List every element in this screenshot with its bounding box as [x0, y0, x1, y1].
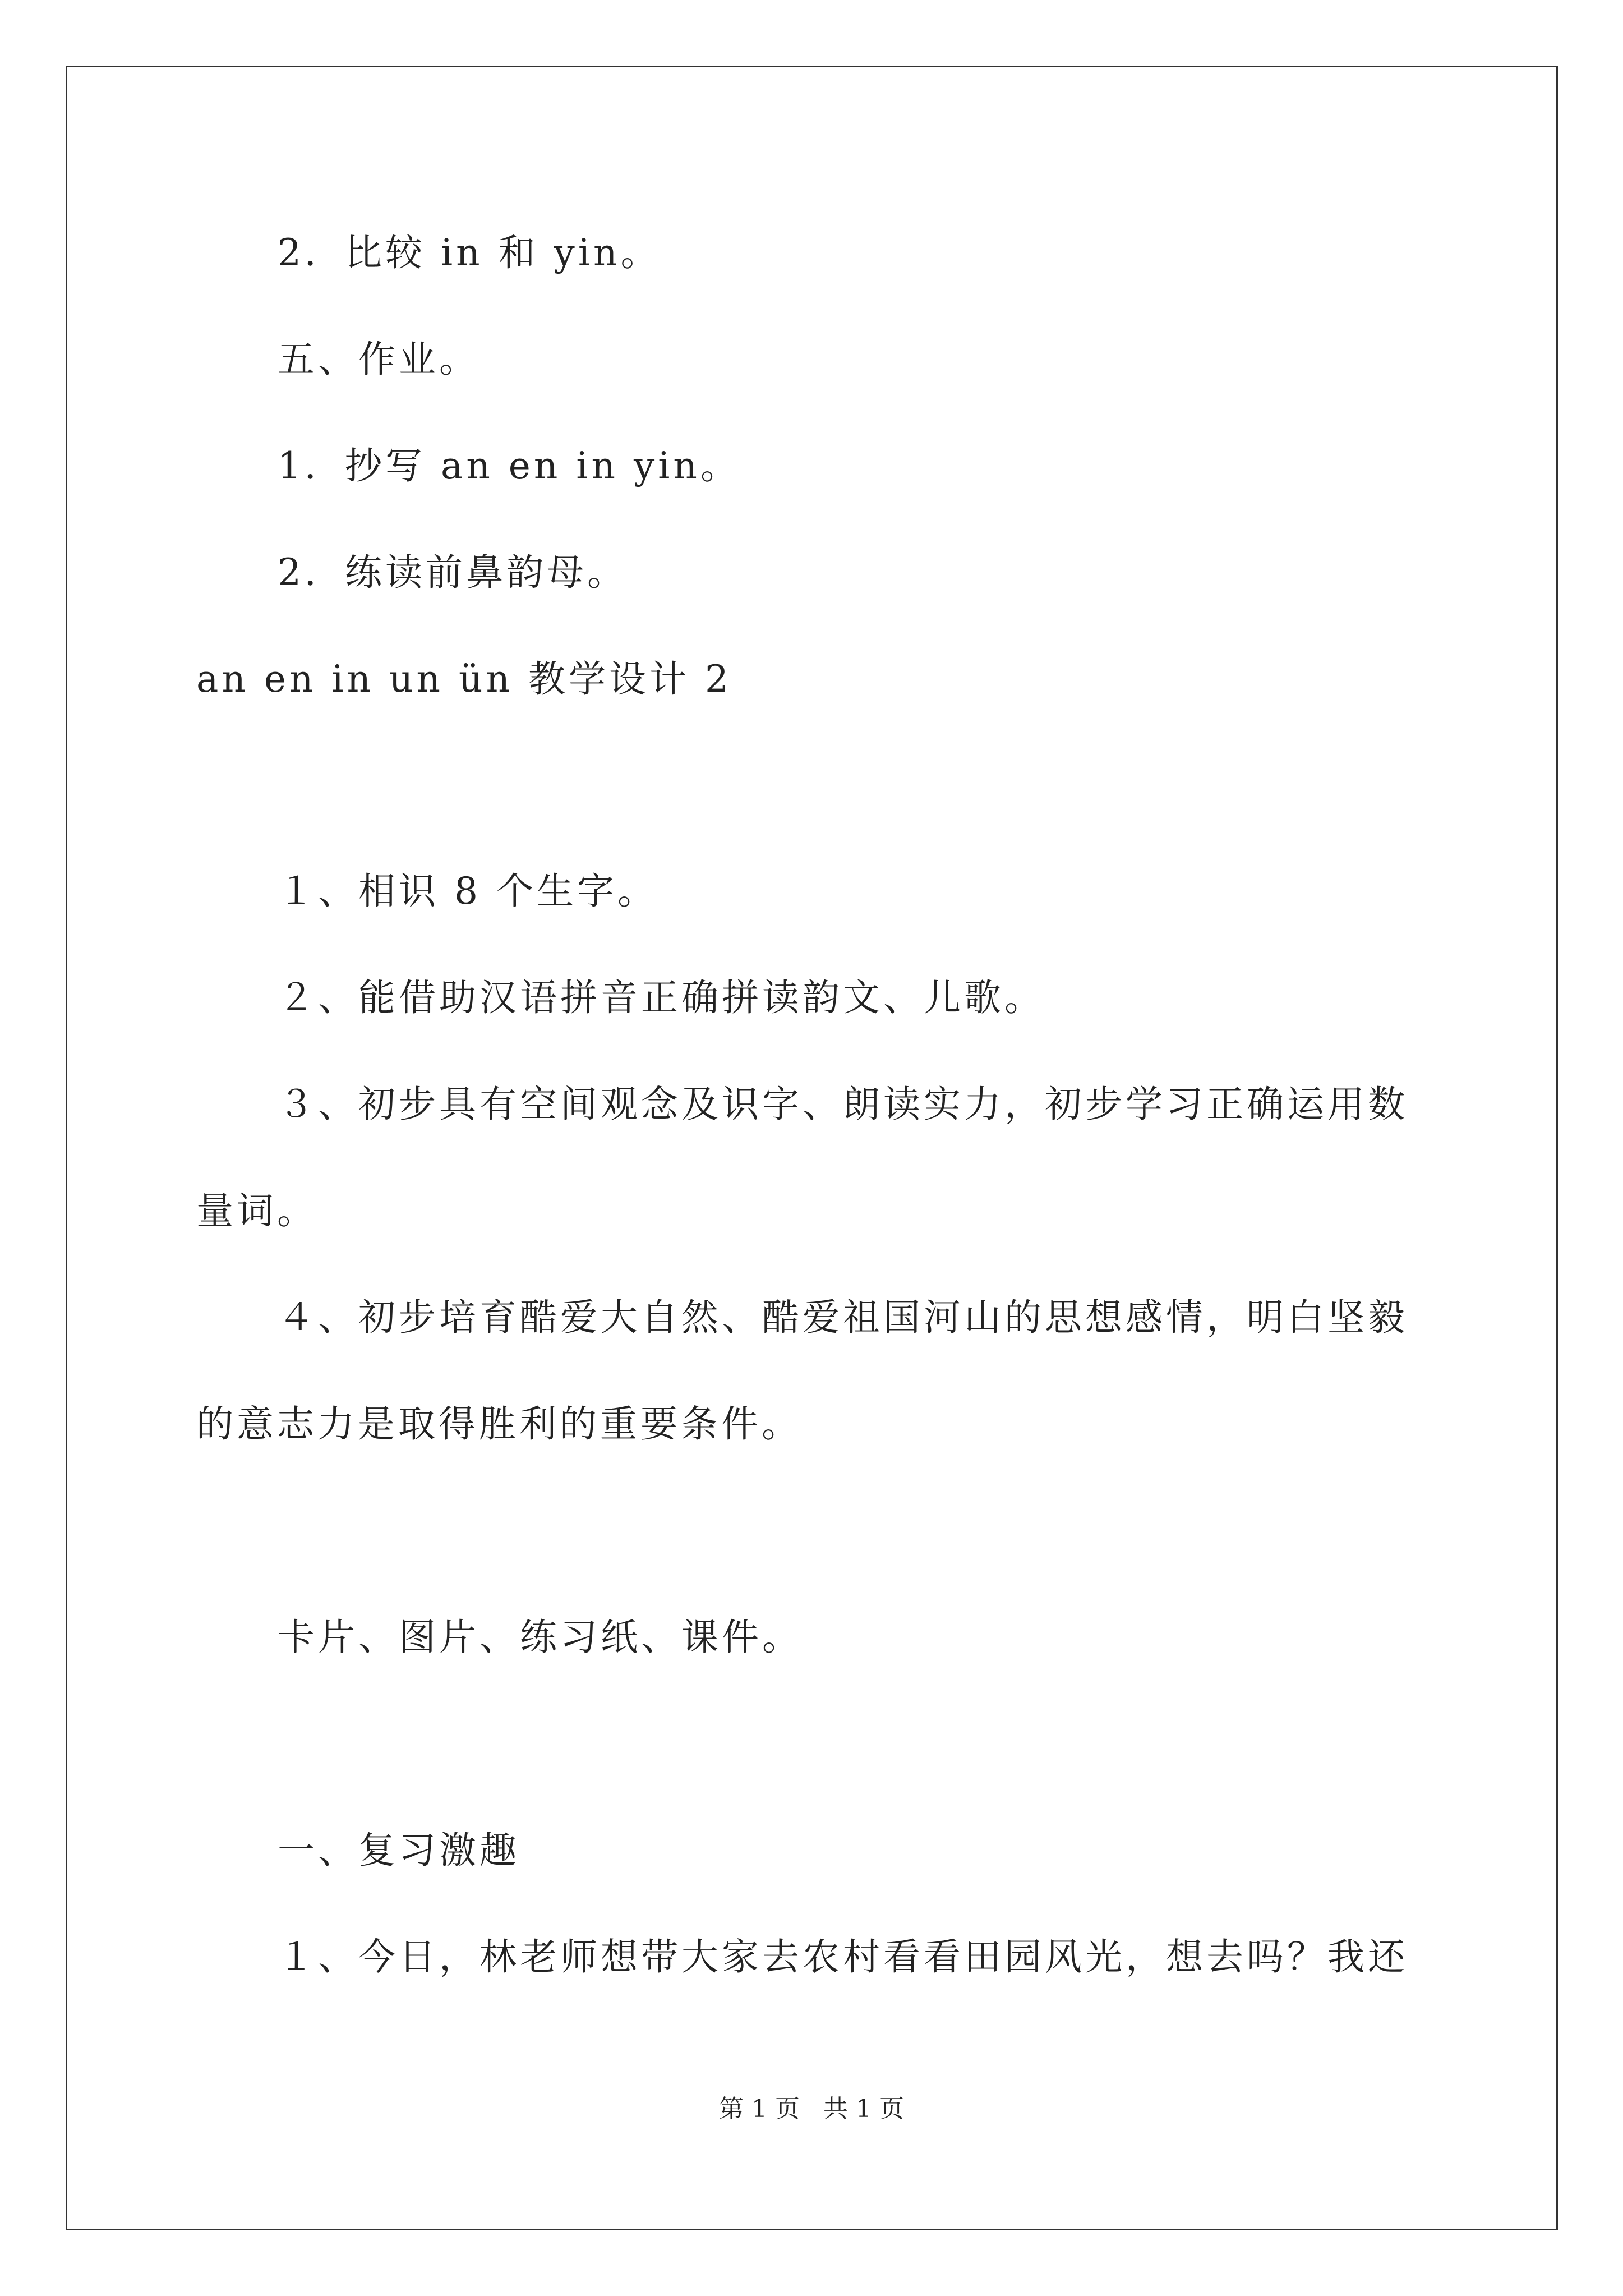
- text-line-6: １、相识 8 个生字。: [278, 869, 658, 913]
- text-line-8: ３、初步具有空间观念及识字、朗读实力，初步学习正确运用数: [278, 1083, 1408, 1126]
- text-line-12: 卡片、图片、练习纸、课件。: [278, 1616, 803, 1659]
- text-line-7: ２、能借助汉语拼音正确拼读韵文、儿歌。: [278, 976, 1045, 1019]
- text-line-14: １、今日，林老师想带大家去农村看看田园风光，想去吗？我还: [278, 1935, 1408, 1978]
- section-heading: an en in un ün 教学设计 2: [196, 657, 732, 701]
- text-line-4: 2．练读前鼻韵母。: [278, 551, 628, 594]
- text-line-2: 五、作业。: [278, 338, 479, 381]
- text-line-1: 2．比较 in 和 yin。: [278, 231, 661, 274]
- text-line-13: 一、复习激趣: [278, 1829, 520, 1872]
- text-line-11: 的意志力是取得胜利的重要条件。: [196, 1402, 802, 1446]
- page-footer: 第 1 页 共 1 页: [719, 2095, 904, 2123]
- text-line-10: ４、初步培育酷爱大自然、酷爱祖国河山的思想感情，明白坚毅: [278, 1296, 1408, 1339]
- text-line-9: 量词。: [196, 1189, 317, 1232]
- text-line-3: 1．抄写 an en in yin。: [278, 444, 741, 487]
- page-border: [66, 66, 1558, 2230]
